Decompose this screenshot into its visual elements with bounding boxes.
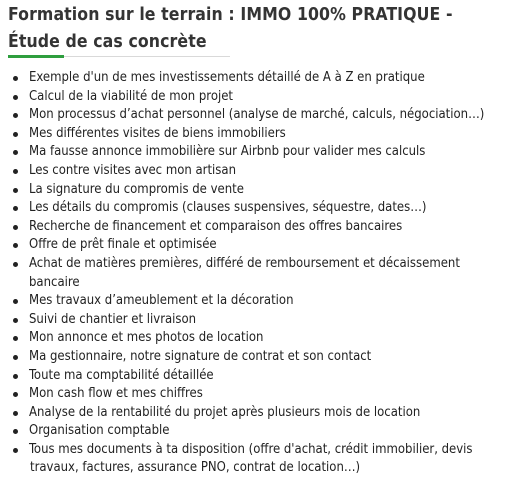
list-item-text: Exemple d'un de mes investissements détaillé de A à Z en pratique [29, 70, 425, 85]
bullet-icon [13, 169, 18, 174]
list-item [0, 367, 506, 386]
bullet-icon [13, 299, 18, 304]
list-item-text: Mes différentes visites de biens immobiliers [29, 125, 286, 141]
bullet-icon [13, 392, 18, 397]
bullet-icon [13, 113, 18, 118]
list-item-text: Mon cash flow et mes chiffres [29, 386, 203, 402]
bullet-icon [13, 188, 18, 193]
list-item [0, 69, 506, 88]
section-heading: Formation sur le terrain : IMMO 100% PRATIQUE - Étude de cas concrète [8, 5, 453, 52]
bullet-icon [13, 206, 18, 211]
list-item [0, 162, 506, 181]
list-item-text: Mon annonce et mes photos de location [29, 330, 264, 346]
course-content-list [0, 69, 506, 478]
list-item-text: Offre de prêt finale et optimisée [29, 237, 217, 253]
list-item [0, 199, 506, 218]
list-item [0, 311, 506, 330]
list-item-text: Achat de matières premières, différé de remboursement et décaissement [29, 255, 460, 271]
bullet-icon [13, 150, 18, 155]
list-item [0, 292, 506, 311]
list-item-text: Calcul de la viabilité de mon projet [29, 88, 234, 104]
bullet-icon [13, 95, 18, 100]
list-item [0, 404, 506, 423]
bullet-icon [13, 429, 18, 434]
list-item-text: Les détails du compromis (clauses suspensives, séquestre, dates…) [29, 200, 427, 216]
list-item-text: Ma gestionnaire, notre signature de contrat et son contact [29, 348, 372, 364]
bullet-icon [13, 262, 18, 267]
heading-underline-accent [8, 55, 64, 58]
bullet-icon [13, 318, 18, 323]
bullet-icon [13, 355, 18, 360]
list-item [0, 181, 506, 200]
list-item [0, 143, 506, 162]
list-item-text: Suivi de chantier et livraison [29, 311, 197, 327]
list-item-text: Mon processus d’achat personnel (analyse de marché, calculs, négociation…) [29, 107, 485, 123]
list-item-text: Tous mes documents à ta disposition (offre d'achat, crédit immobilier, devis [29, 441, 473, 457]
list-item [0, 218, 506, 237]
list-item [0, 329, 506, 348]
bullet-icon [13, 76, 18, 81]
bullet-icon [13, 336, 18, 341]
bullet-icon [13, 243, 18, 248]
list-item-text: bancaire [29, 274, 80, 290]
bullet-icon [13, 225, 18, 230]
list-item [0, 441, 506, 478]
list-item [0, 255, 506, 292]
list-item-text: Organisation comptable [29, 423, 170, 439]
bullet-icon [13, 132, 18, 137]
list-item-text: La signature du compromis de vente [29, 181, 244, 197]
list-item-text: Recherche de financement et comparaison des offres bancaires [29, 218, 403, 234]
list-item [0, 106, 506, 125]
list-item [0, 88, 506, 107]
list-item-text: Analyse de la rentabilité du projet après plusieurs mois de location [29, 404, 421, 420]
list-item-text: Les contre visites avec mon artisan [29, 162, 236, 178]
list-item-text: Toute ma comptabilité détaillée [29, 367, 214, 383]
list-item [0, 385, 506, 404]
bullet-icon [13, 411, 18, 416]
list-item [0, 125, 506, 144]
list-item [0, 236, 506, 255]
list-item-text: Mes travaux d’ameublement et la décoration [29, 293, 294, 309]
bullet-icon [13, 374, 18, 379]
list-item [0, 348, 506, 367]
bullet-icon [13, 448, 18, 453]
list-item [0, 422, 506, 441]
list-item-text: Ma fausse annonce immobilière sur Airbnb pour valider mes calculs [29, 144, 426, 160]
list-item-text: travaux, factures, assurance PNO, contrat de location…) [30, 460, 361, 476]
